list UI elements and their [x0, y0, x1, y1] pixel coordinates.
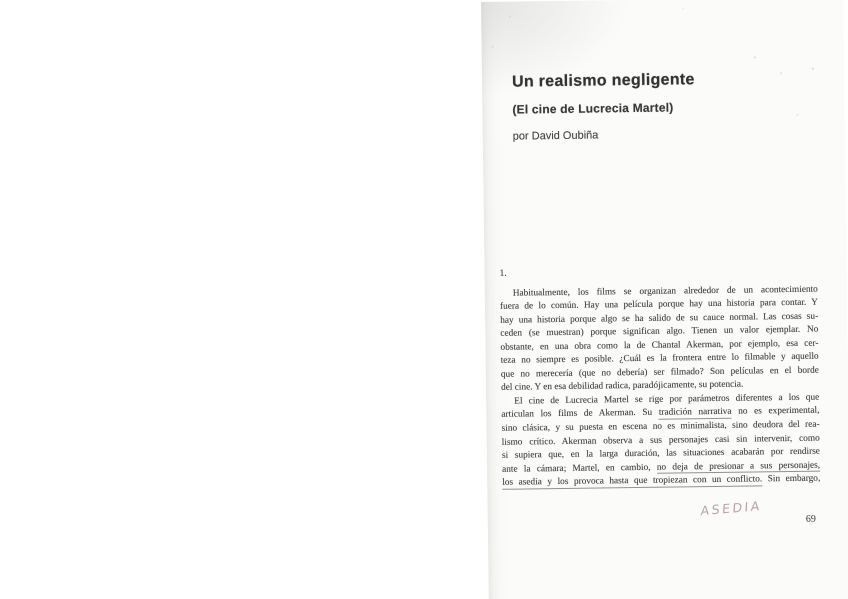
page-byline: por David Oubiña [512, 129, 599, 143]
text-line: que no merecería (que no debería) ser filmado? Son películas en el borde [500, 365, 819, 380]
pencil-underlined-phrase: tradición narrativa [658, 407, 732, 419]
scan-speck [509, 16, 511, 18]
page-number: 69 [805, 513, 816, 525]
page-subtitle: (El cine de Lucrecia Martel) [512, 100, 674, 117]
scan-speck [682, 7, 684, 9]
text-line: si supiera que, en la larga duración, las situaciones acabarán por rendirse [501, 446, 820, 461]
text-line: hay una historia porque algo se ha salido de su cauce normal. Las cosas su- [500, 311, 819, 326]
page-title: Un realismo negligente [511, 71, 695, 91]
section-number: 1. [499, 268, 507, 279]
text-line: ceden (se muestran) porque significan algo. Tienen un valor ejemplar. No [500, 324, 819, 339]
text-line: Habitualmente, los films se organizan alrededor de un acontecimiento [512, 284, 818, 299]
paragraph [501, 392, 820, 491]
text-line: articulan los films de Akerman. Su tradición narrativa no es experimental, [501, 406, 820, 421]
text-line: fuera de lo común. Hay una película porque hay una historia para contar. Y [499, 297, 819, 312]
body-text [499, 264, 820, 491]
text-line: teza no siempre es posible. ¿Cuál es la frontera entre lo filmable y aquello [500, 351, 819, 367]
text-line: ante la cámara; Martel, en cambio, no deja de presionar a sus personajes, [502, 460, 821, 475]
text-line: del cine. Y en esa debilidad radica, paradójicamente, su potencia. [500, 379, 744, 394]
scan-speck [780, 72, 782, 74]
scan-speck [492, 46, 494, 48]
paragraph [500, 283, 819, 396]
scan-speck [796, 114, 798, 116]
text-line: los asedia y los provoca hasta que tropiezan con un conflicto. Sin embargo, [502, 473, 821, 488]
pencil-underlined-phrase: los asedia y los provoca hasta que tropiezan con un conflicto. [502, 474, 763, 488]
text-line: El cine de Lucrecia Martel se rige por parámetros diferentes a los que [514, 392, 820, 407]
text-line: sino clásica, y su puesta en escena no es minimalista, sino deudora del rea- [501, 419, 820, 434]
text-line: lismo crítico. Akerman observa a sus personajes casi sin intervenir, como [501, 433, 820, 448]
scan-speck [812, 68, 814, 70]
scan-speck [754, 56, 756, 58]
pencil-underlined-phrase: no deja de presionar a sus personajes, [656, 460, 821, 473]
handwritten-annotation: ASEDIA [700, 498, 763, 519]
scanned-book-page [481, 0, 848, 599]
text-line: obstante, en una obra como la de Chantal Akerman, por ejemplo, esa cer- [500, 338, 819, 353]
scan-speck [740, 337, 742, 339]
